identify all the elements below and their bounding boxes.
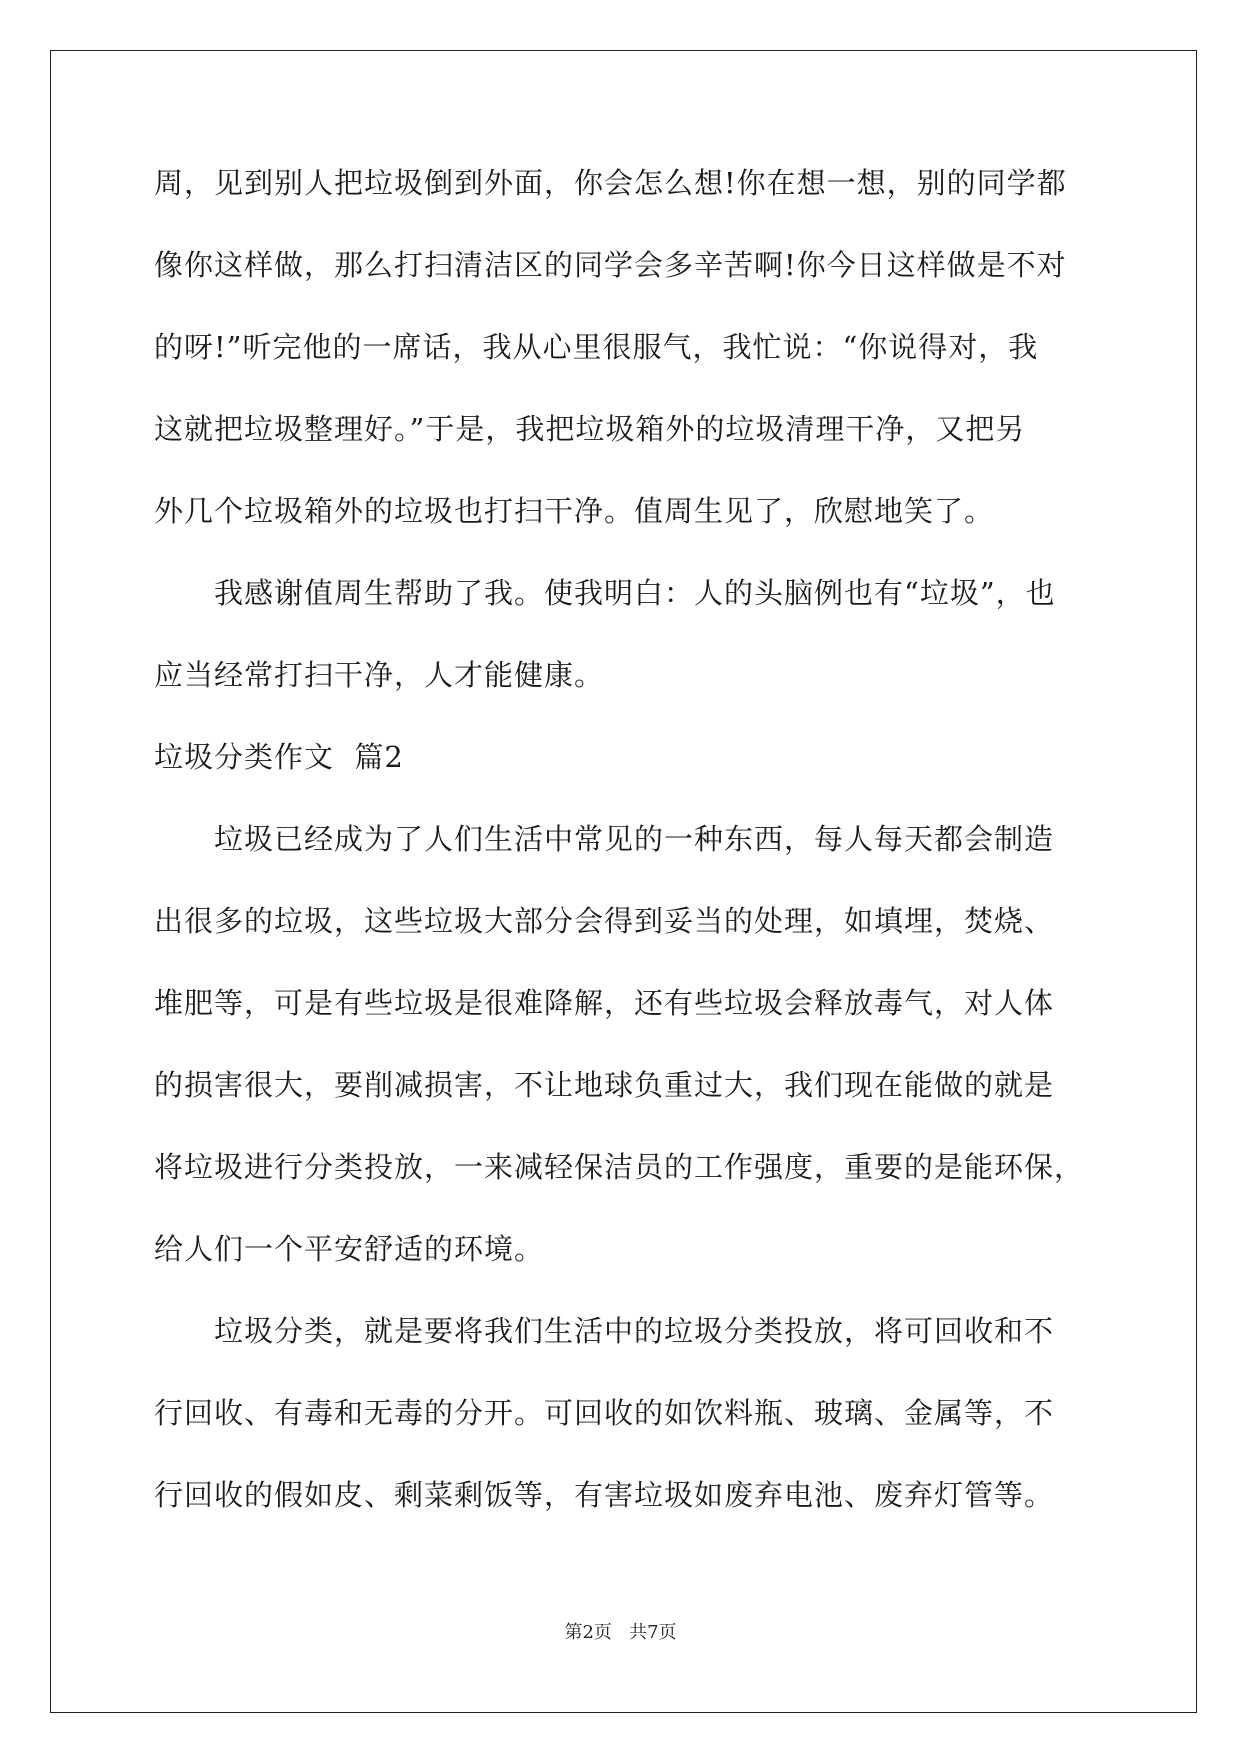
- text-line: 行回收、有毒和无毒的分开。可回收的如饮料瓶、玻璃、金属等，不: [154, 1396, 1055, 1430]
- section-heading: 垃圾分类作文 篇2: [154, 740, 404, 774]
- text-line: 的损害很大，要削减损害，不让地球负重过大，我们现在能做的就是: [154, 1068, 1055, 1102]
- text-line: 应当经常打扫干净，人才能健康。: [154, 658, 605, 692]
- text-line: 垃圾已经成为了人们生活中常见的一种东西，每人每天都会制造: [154, 822, 1055, 856]
- text-line: 我感谢值周生帮助了我。使我明白：人的头脑例也有“垃圾”，也: [154, 576, 1056, 610]
- paragraph-3: [154, 814, 1094, 1306]
- text-line: 周，见到别人把垃圾倒到外面，你会怎么想!你在想一想，别的同学都: [154, 166, 1067, 200]
- text-line: 堆肥等，可是有些垃圾是很难降解，还有些垃圾会释放毒气，对人体: [154, 986, 1055, 1020]
- text-line: 像你这样做，那么打扫清洁区的同学会多辛苦啊!你今日这样做是不对: [154, 248, 1067, 282]
- text-line: 出很多的垃圾，这些垃圾大部分会得到妥当的处理，如填埋，焚烧、: [154, 904, 1055, 938]
- text-line: 这就把垃圾整理好。”于是，我把垃圾箱外的垃圾清理干净，又把另: [154, 412, 1026, 446]
- text-line: 给人们一个平安舒适的环境。: [154, 1232, 545, 1266]
- text-line: 的呀!”听完他的一席话，我从心里很服气，我忙说：“你说得对，我: [154, 330, 1039, 364]
- text-line: 将垃圾进行分类投放，一来减轻保洁员的工作强度，重要的是能环保，: [154, 1150, 1085, 1184]
- text-line: 行回收的假如皮、剩菜剩饭等，有害垃圾如废弃电池、废弃灯管等。: [154, 1478, 1055, 1512]
- page-number: 第2页 共7页: [564, 1622, 677, 1643]
- document-body: [154, 158, 1094, 1552]
- paragraph-4: [154, 1306, 1094, 1552]
- text-line: 垃圾分类，就是要将我们生活中的垃圾分类投放，将可回收和不: [154, 1314, 1055, 1348]
- paragraph-1: [154, 158, 1094, 568]
- paragraph-2: [154, 568, 1094, 732]
- text-line: 外几个垃圾箱外的垃圾也打扫干净。值周生见了，欣慰地笑了。: [154, 494, 995, 528]
